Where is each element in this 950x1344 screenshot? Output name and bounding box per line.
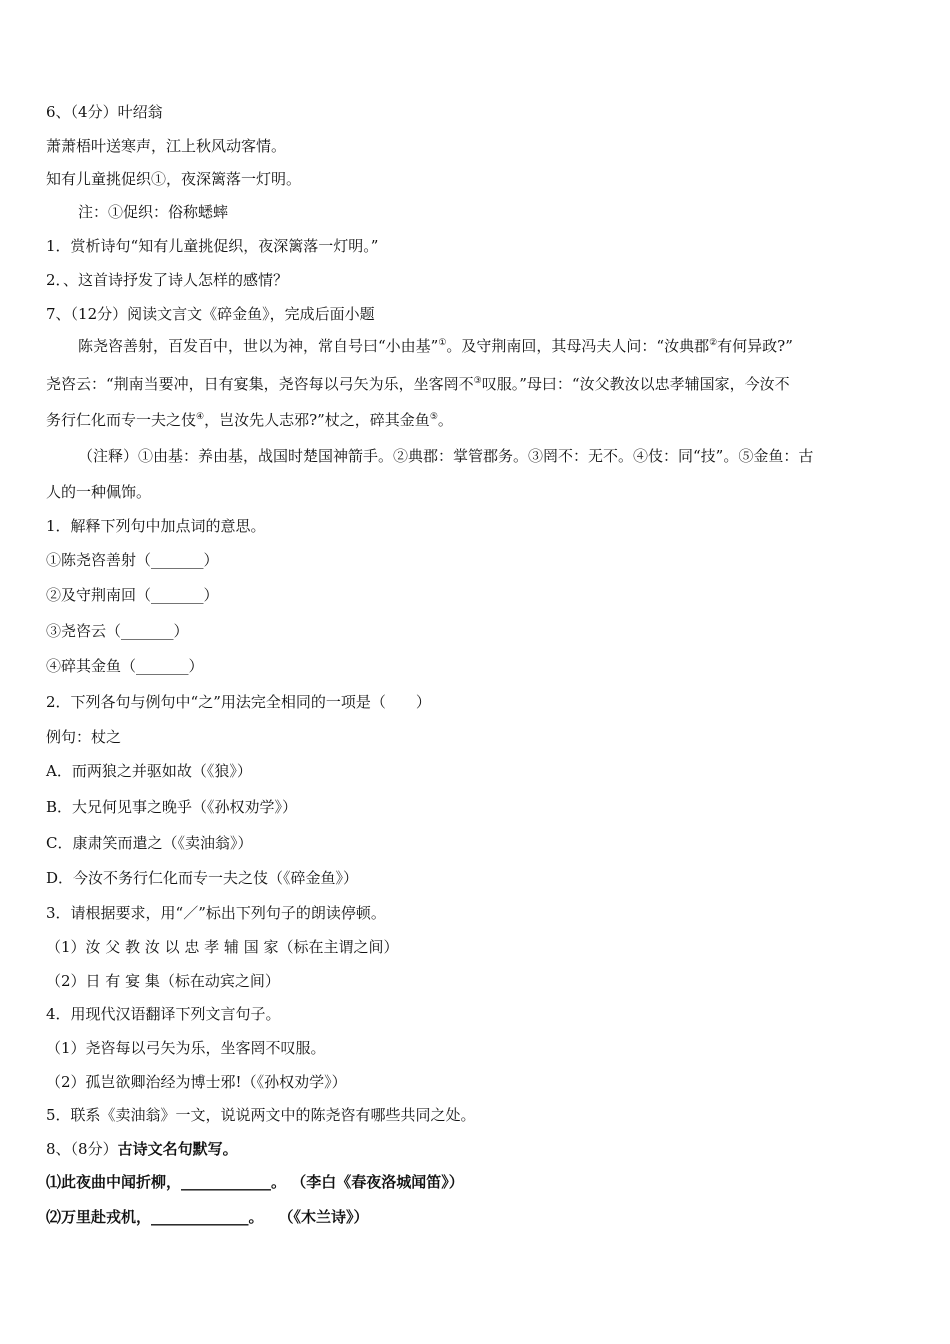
q7-sub2-example: 例句：杖之 <box>46 728 122 746</box>
q8-header: 8、（8分）古诗文名句默写。 <box>46 1140 238 1158</box>
q7-sub2-option: A．而两狼之并驱如故（《狼》） <box>46 762 252 780</box>
q7-passage-line1: 陈尧咨善射，百发百中，世以为神，常自号曰“小由基”①。及守荆南回，其母冯夫人问：“汝典郡②有何异政?” <box>78 337 793 355</box>
q7-sub4-prompt: 4．用现代汉语翻译下列文言句子。 <box>46 1005 281 1023</box>
q7-sub3-item: （1）汝 父 教 汝 以 忠 孝 辅 国 家（标在主谓之间） <box>46 938 399 956</box>
q6-note: 注：①促织：俗称蟋蟀 <box>78 203 229 221</box>
q7-sub1-prompt: 1．解释下列句中加点词的意思。 <box>46 517 266 535</box>
q8-item: ⑴此夜曲中闻折柳，____________。 （李白《春夜洛城闻笛》） <box>46 1173 464 1191</box>
q7-sub2-option: C．康肃笑而遣之（《卖油翁》） <box>46 834 253 852</box>
q7-sub1-item: ④碎其金鱼（_______） <box>46 657 204 675</box>
q7-passage-line2: 尧咨云：“荆南当要冲，日有宴集，尧咨每以弓矢为乐，坐客罔不③叹服。”母曰：“汝父教汝以忠孝辅国家，今汝不 <box>46 375 790 393</box>
q7-passage-line3: 务行仁化而专一夫之伎④，岂汝先人志邪?”杖之，碎其金鱼⑤。 <box>46 411 453 429</box>
q7-header: 7、（12分）阅读文言文《碎金鱼》，完成后面小题 <box>46 305 375 323</box>
q7-sub2-option: D．今汝不务行仁化而专一夫之伎（《碎金鱼》） <box>46 869 359 887</box>
q6-header: 6、（4分）叶绍翁 <box>46 103 163 121</box>
q7-sub1-item: ②及守荆南回（_______） <box>46 586 219 604</box>
q7-notes-line2: 人的一种佩饰。 <box>46 483 152 501</box>
q6-sub2: 2．、这首诗抒发了诗人怎样的感情？ <box>46 271 289 289</box>
q7-sub2-prompt: 2．下列各句与例句中“之”用法完全相同的一项是（ ） <box>46 693 431 711</box>
q6-poem-line2: 知有儿童挑促织①，夜深篱落一灯明。 <box>46 170 302 188</box>
q6-poem-line1: 萧萧梧叶送寒声，江上秋风动客情。 <box>46 137 287 155</box>
q6-sub1: 1．赏析诗句“知有儿童挑促织，夜深篱落一灯明。” <box>46 237 379 255</box>
q7-notes-line1: （注释）①由基：养由基，战国时楚国神箭手。②典郡：掌管郡务。③罔不：无不。④伎：同“技”。⑤金鱼：古 <box>78 447 814 465</box>
q7-sub1-item: ①陈尧咨善射（_______） <box>46 551 219 569</box>
q7-sub3-item: （2）日 有 宴 集（标在动宾之间） <box>46 972 280 990</box>
q7-sub5: 5．联系《卖油翁》一文，说说两文中的陈尧咨有哪些共同之处。 <box>46 1106 476 1124</box>
q8-item: ⑵万里赴戎机，_____________。 （《木兰诗》） <box>46 1208 369 1226</box>
q7-sub2-option: B．大兄何见事之晚乎（《孙权劝学》） <box>46 798 298 816</box>
q7-sub4-item: （2）孤岂欲卿治经为博士邪!（《孙权劝学》） <box>46 1073 347 1091</box>
q7-sub4-item: （1）尧咨每以弓矢为乐，坐客罔不叹服。 <box>46 1039 326 1057</box>
q7-sub1-item: ③尧咨云（_______） <box>46 622 189 640</box>
q7-sub3-prompt: 3．请根据要求，用“／”标出下列句子的朗读停顿。 <box>46 904 386 922</box>
